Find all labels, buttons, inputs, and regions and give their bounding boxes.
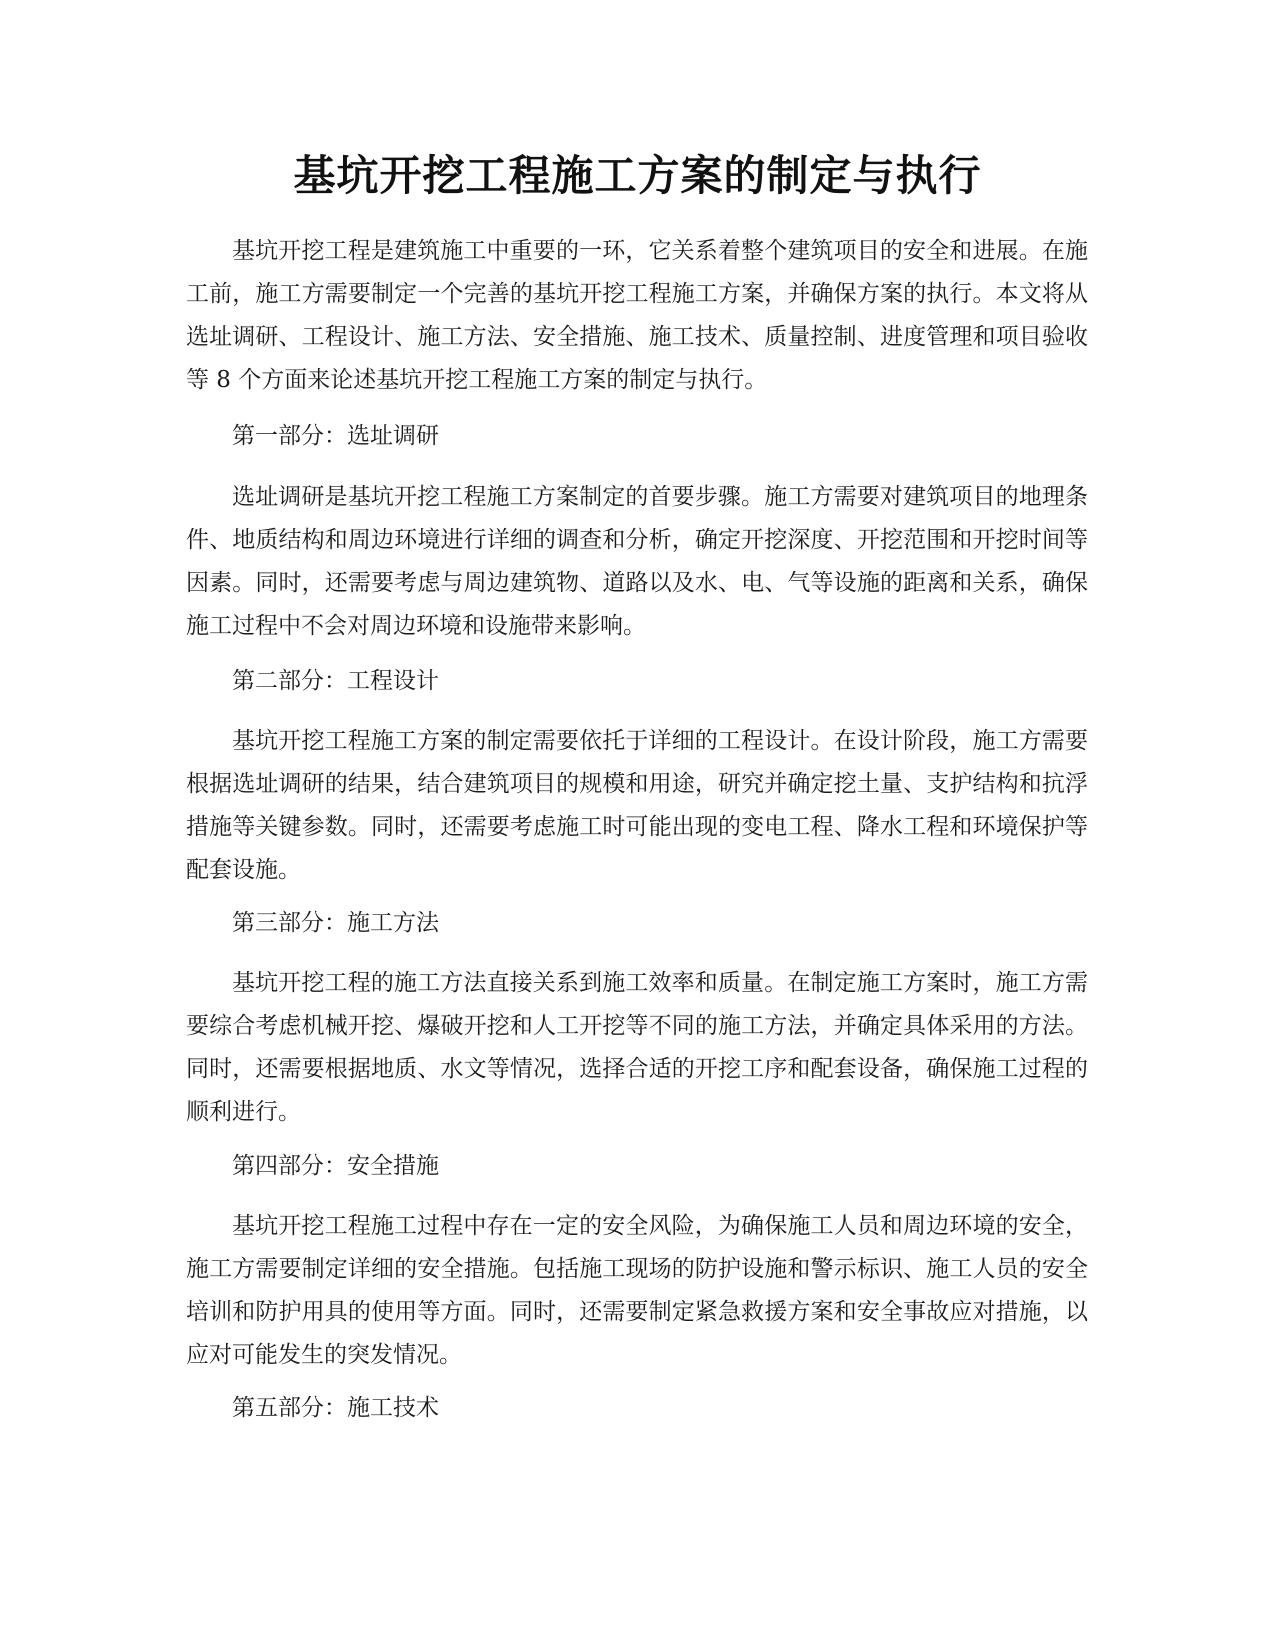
- section-paragraph-1: 选址调研是基坑开挖工程施工方案制定的首要步骤。施工方需要对建筑项目的地理条件、地质结构和周边环境进行详细的调查和分析，确定开挖深度、开挖范围和开挖时间等因素。同时，还需要考虑与周边建筑物、道路以及水、电、气等设施的距离和关系，确保施工过程中不会对周边环境和设施带来影响。: [186, 484, 1088, 639]
- intro-paragraph: 基坑开挖工程是建筑施工中重要的一环，它关系着整个建筑项目的安全和进展。在施工前，施工方需要制定一个完善的基坑开挖工程施工方案，并确保方案的执行。本文将从选址调研、工程设计、施工方法、安全措施、施工技术、质量控制、进度管理和项目验收等 8 个方面来论述基坑开挖工程施工方案的制定与执行。: [186, 238, 1088, 393]
- section-heading-4: 第四部分：安全措施: [232, 1153, 439, 1179]
- document-title: 基坑开挖工程施工方案的制定与执行: [293, 151, 982, 200]
- section-heading-1: 第一部分：选址调研: [232, 423, 439, 449]
- section-paragraph-3: 基坑开挖工程的施工方法直接关系到施工效率和质量。在制定施工方案时，施工方需要综合考虑机械开挖、爆破开挖和人工开挖等不同的施工方法，并确定具体采用的方法。同时，还需要根据地质、水文等情况，选择合适的开挖工序和配套设备，确保施工过程的顺利进行。: [186, 970, 1088, 1125]
- section-heading-2: 第二部分：工程设计: [232, 668, 439, 694]
- section-paragraph-2: 基坑开挖工程施工方案的制定需要依托于详细的工程设计。在设计阶段，施工方需要根据选址调研的结果，结合建筑项目的规模和用途，研究并确定挖土量、支护结构和抗浮措施等关键参数。同时，还需要考虑施工时可能出现的变电工程、降水工程和环境保护等配套设施。: [186, 728, 1088, 883]
- section-heading-5: 第五部分：施工技术: [232, 1395, 439, 1421]
- section-paragraph-4: 基坑开挖工程施工过程中存在一定的安全风险，为确保施工人员和周边环境的安全，施工方需要制定详细的安全措施。包括施工现场的防护设施和警示标识、施工人员的安全培训和防护用具的使用等方面。同时，还需要制定紧急救援方案和安全事故应对措施，以应对可能发生的突发情况。: [186, 1213, 1088, 1368]
- section-heading-3: 第三部分：施工方法: [232, 910, 439, 936]
